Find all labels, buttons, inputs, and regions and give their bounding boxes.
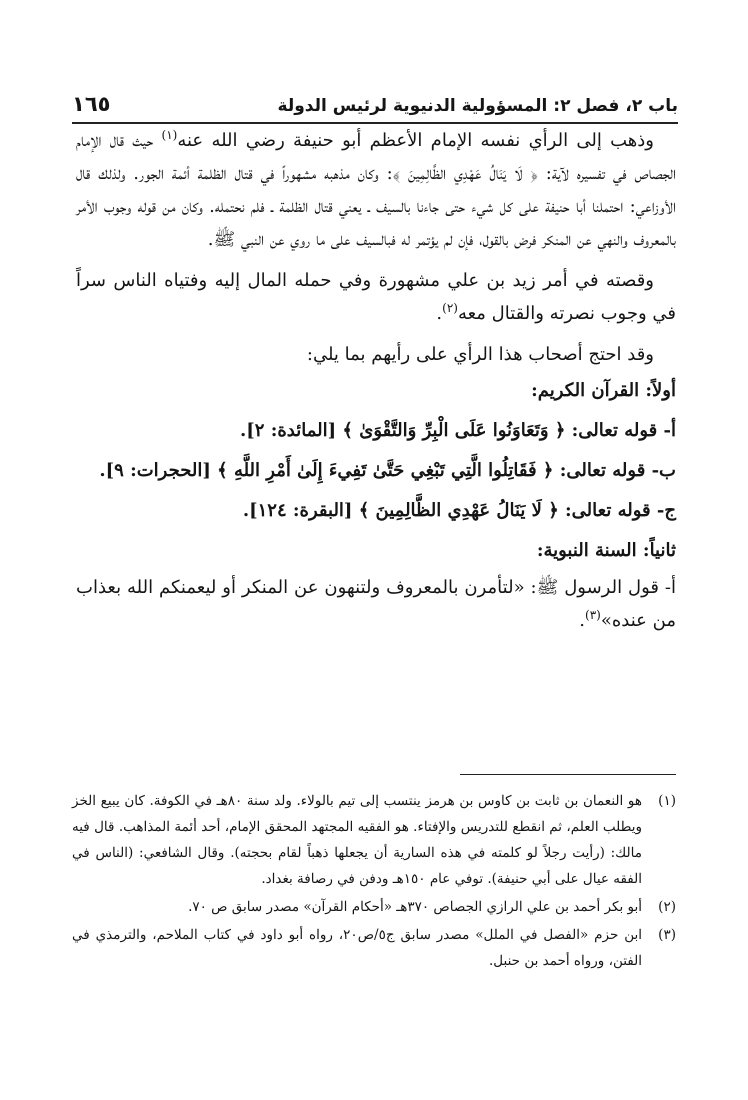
paragraph-intro: وذهب إلى الرأي نفسه الإمام الأعظم أبو حنيفة رضي الله عنه — [177, 130, 654, 151]
running-header — [72, 82, 678, 124]
hadith-text: أ- قول الرسول ﷺ: «لتأمرن بالمعروف ولتنهون عن المنكر أو ليعمنكم الله بعذاب من عنده» — [76, 577, 676, 631]
chapter-title: باب ٢، فصل ٢: المسؤولية الدنيوية لرئيس الدولة — [277, 96, 678, 116]
paragraph-zayd — [76, 264, 676, 330]
main-text — [76, 124, 676, 637]
footnote-1 — [72, 788, 676, 892]
footnote-number: (٢) — [658, 899, 676, 915]
page-number: ١٦٥ — [72, 92, 111, 116]
footnote-ref-3[interactable]: (٣) — [585, 608, 601, 622]
quran-item-c: ج- قوله تعالى: ﴿ لَا يَنَالُ عَهْدِي الظَّالِمِينَ ﴾ [البقرة: ١٢٤]. — [242, 500, 676, 521]
footnote-text: هو النعمان بن ثابت بن كاوس بن هرمز ينتسب إلى تيم بالولاء. ولد سنة ٨٠هـ في الكوفة. كان يبيع الخز ويطلب العلم، ثم انقطع للتدريس والإفتاء. هو الفقيه المجتهد المحقق الإمام، أحد أئمة المذاهب. قال فيه مالك: (رأيت رجلاً لو كلمته في هذه السارية أن يجعلها ذهباً لقام بحجته). وقال الشافعي: (الناس في الفقه عيال على أبي حنيفة). توفي عام ١٥٠هـ ودفن في رصافة بغداد. — [72, 793, 642, 887]
footnote-text: أبو بكر أحمد بن علي الرازي الجصاص ٣٧٠هـ «أحكام القرآن» مصدر سابق ص ٧٠. — [188, 899, 642, 915]
footnote-text: ابن حزم «الفصل في الملل» مصدر سابق ج٥/ص٢٠، رواه أبو داود في كتاب الملاحم، والترمذي في الفتن، ورواه أحمد بن حنبل. — [72, 927, 643, 969]
paragraph-text: حيث قال الإمام الجصاص في تفسيره لآية: ﴿ لَا يَنَالُ عَهْدِي الظَّالِمِينَ ﴾: وكان مذهبه مشهوراً في قتال الظلمة أئمة الجور. ولذلك قال الأوزاعي: احتملنا أبا حنيفة على كل شيء حتى جاءنا بالسيف ـ يعني قتال الظلمة ـ فلم نحتمله. وكان من قوله وجوب الأمر بالمعروف والنهي عن المنكر فرض بالقول، فإن لم يؤتمر له فبالسيف على ما روي عن النبي ﷺ. — [76, 130, 676, 250]
paragraph-text: وقصته في أمر زيد بن علي مشهورة وفي حمله المال إليه وفتياه الناس سراً في وجوب نصرته والقتال معه — [76, 270, 676, 324]
paragraph-evidence-intro: وقد احتج أصحاب هذا الرأي على رأيهم بما يلي: — [306, 344, 654, 365]
paragraph-abu-hanifa — [76, 124, 676, 256]
footnotes — [72, 788, 676, 976]
hadith-end: . — [579, 610, 586, 631]
quran-item-b: ب- قوله تعالى: ﴿ فَقَاتِلُوا الَّتِي تَبْغِي حَتَّىٰ تَفِيءَ إِلَىٰ أَمْرِ اللَّهِ ﴾ [الحجرات: ٩]. — [99, 460, 676, 481]
footnote-divider — [460, 774, 676, 775]
heading-sunnah: ثانياً: السنة النبوية: — [536, 540, 676, 561]
footnote-number: (٣) — [658, 927, 676, 943]
footnote-3 — [72, 922, 676, 974]
footnote-ref-1[interactable]: (١) — [161, 128, 178, 142]
quran-item-a: أ- قوله تعالى: ﴿ وَتَعَاوَنُوا عَلَى الْبِرِّ وَالتَّقْوَىٰ ﴾ [المائدة: ٢]. — [240, 420, 676, 441]
footnote-2 — [72, 894, 676, 920]
footnote-number: (١) — [658, 793, 676, 809]
paragraph-end: . — [436, 303, 443, 324]
sunnah-item-a — [76, 571, 676, 637]
heading-quran: أولاً: القرآن الكريم: — [531, 380, 676, 401]
footnote-ref-2[interactable]: (٢) — [442, 301, 458, 315]
